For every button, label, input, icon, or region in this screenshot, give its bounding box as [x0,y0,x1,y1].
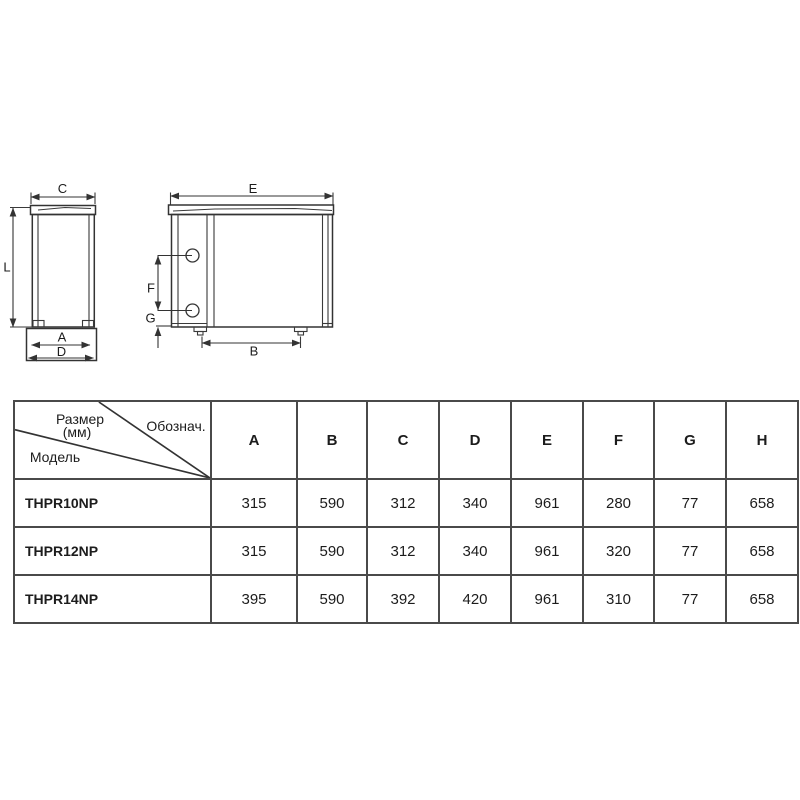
dim-label-g: G [145,310,156,326]
value-cell: 590 [297,479,367,527]
column-header-f: F [583,401,654,479]
column-header-c: C [367,401,439,479]
column-header-h: H [726,401,798,479]
value-cell: 961 [511,575,583,623]
value-cell: 961 [511,479,583,527]
value-cell: 310 [583,575,654,623]
column-header-b: B [297,401,367,479]
value-cell: 280 [583,479,654,527]
value-cell: 590 [297,527,367,575]
value-cell: 961 [511,527,583,575]
front-view [145,181,333,359]
value-cell: 658 [726,575,798,623]
column-header-e: E [511,401,583,479]
dim-label-d: D [56,344,67,359]
value-cell: 315 [211,479,297,527]
table-row [14,527,798,575]
value-cell: 320 [583,527,654,575]
value-cell: 590 [297,575,367,623]
value-cell: 77 [654,527,726,575]
value-cell: 312 [367,527,439,575]
model-cell: THPR12NP [14,527,211,575]
value-cell: 77 [654,575,726,623]
value-cell: 77 [654,479,726,527]
dim-label-a: A [57,329,67,345]
value-cell: 312 [367,479,439,527]
value-cell: 658 [726,527,798,575]
dim-label-e: E [248,181,258,196]
table-row [14,575,798,623]
table-row [14,479,798,527]
column-header-g: G [654,401,726,479]
model-cell: THPR14NP [14,575,211,623]
header-size-label: Размер [55,411,105,427]
dim-label-c: C [57,181,68,196]
value-cell: 658 [726,479,798,527]
diagonal-divider [15,402,210,478]
dimensions-table [13,400,799,624]
value-cell: 340 [439,527,511,575]
model-cell: THPR10NP [14,479,211,527]
value-cell: 392 [367,575,439,623]
column-header-a: A [211,401,297,479]
side-view [3,181,96,361]
header-model-label: Модель [29,449,81,465]
dim-label-l: L [3,259,11,275]
value-cell: 420 [439,575,511,623]
value-cell: 395 [211,575,297,623]
dim-label-b: B [249,343,259,359]
header-size-unit: (мм) [62,424,92,440]
value-cell: 315 [211,527,297,575]
column-header-d: D [439,401,511,479]
dim-label-f: F [147,280,155,296]
table-corner-cell [14,401,211,479]
header-designation-label: Обознач. [146,418,206,434]
header-row [14,401,798,479]
value-cell: 340 [439,479,511,527]
technical-drawing [0,178,370,378]
